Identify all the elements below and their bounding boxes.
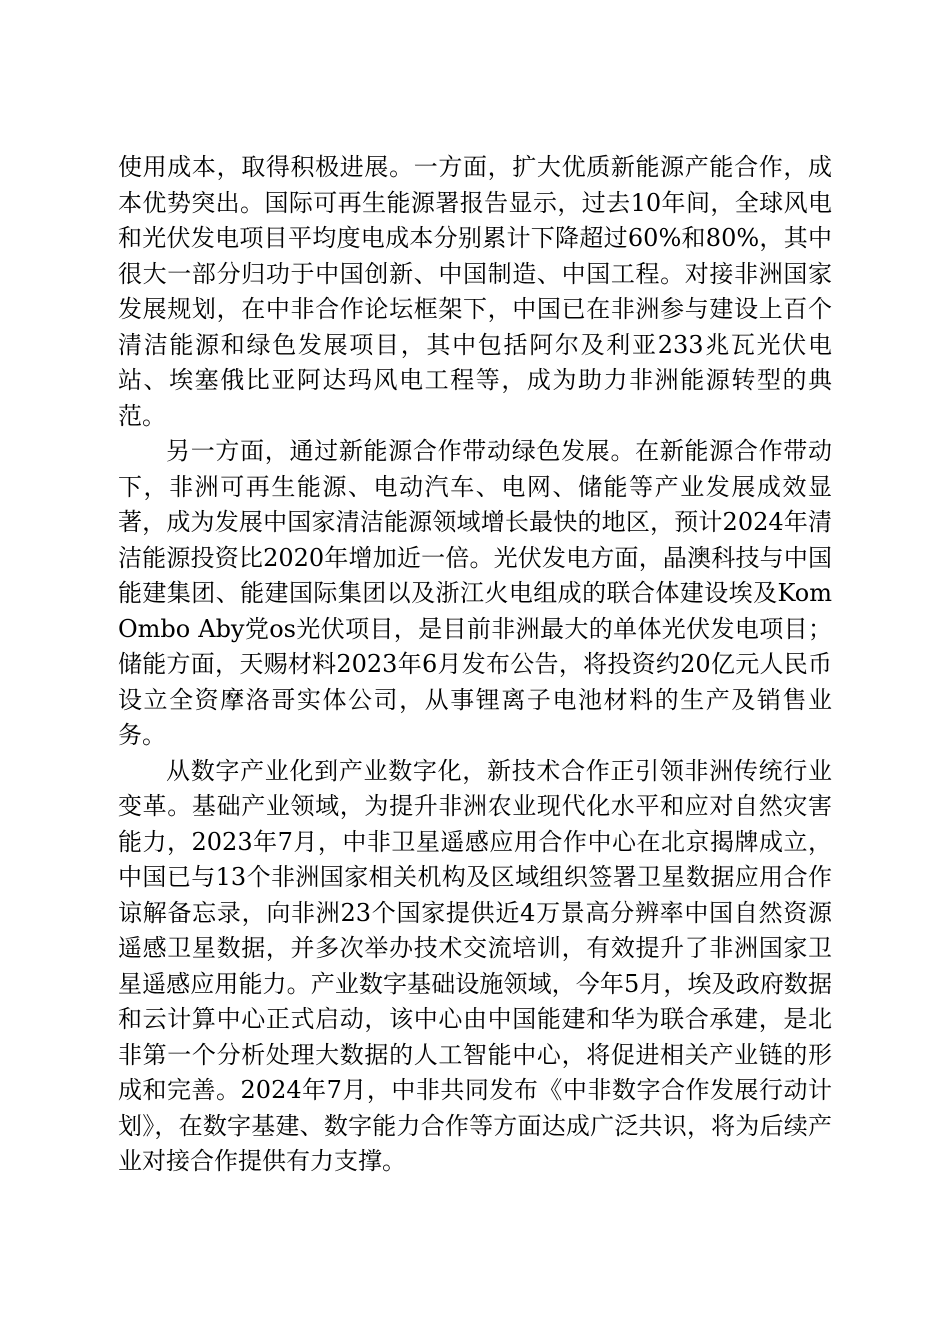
- document-body: [118, 150, 832, 1180]
- paragraph-digital-cooperation: 从数字产业化到产业数字化，新技术合作正引领非洲传统行业变革。基础产业领域，为提升非洲农业现代化水平和应对自然灾害能力，2023年7月，中非卫星遥感应用合作中心在北京揭牌成立，中国已与13个非洲国家相关机构及区域组织签署卫星数据应用合作谅解备忘录，向非洲23个国家提供近4万景高分辨率中国自然资源遥感卫星数据，并多次举办技术交流培训，有效提升了非洲国家卫星遥感应用能力。产业数字基础设施领域，今年5月，埃及政府数据和云计算中心正式启动，该中心由中国能建和华为联合承建，是北非第一个分析处理大数据的人工智能中心，将促进相关产业链的形成和完善。2024年7月，中非共同发布《中非数字合作发展行动计划》，在数字基建、数字能力合作等方面达成广泛共识，将为后续产业对接合作提供有力支撑。: [118, 756, 832, 1175]
- paragraph-green-development: 另一方面，通过新能源合作带动绿色发展。在新能源合作带动下，非洲可再生能源、电动汽车、电网、储能等产业发展成效显著，成为发展中国家清洁能源领域增长最快的地区，预计2024年清洁能源投资比2020年增加近一倍。光伏发电方面，晶澳科技与中国能建集团、能建国际集团以及浙江火电组成的联合体建设埃及Kom Ombo Aby党os光伏项目，是目前非洲最大的单体光伏发电项目；储能方面，天赐材料2023年6月发布公告，将投资约20亿元人民币设立全资摩洛哥实体公司，从事锂离子电池材料的生产及销售业务。: [118, 437, 832, 749]
- paragraph-continuation: 使用成本，取得积极进展。一方面，扩大优质新能源产能合作，成本优势突出。国际可再生能源署报告显示，过去10年间，全球风电和光伏发电项目平均度电成本分别累计下降超过60%和80%，其中很大一部分归功于中国创新、中国制造、中国工程。对接非洲国家发展规划，在中非合作论坛框架下，中国已在非洲参与建设上百个清洁能源和绿色发展项目，其中包括阿尔及利亚233兆瓦光伏电站、埃塞俄比亚阿达玛风电工程等，成为助力非洲能源转型的典范。: [118, 153, 832, 430]
